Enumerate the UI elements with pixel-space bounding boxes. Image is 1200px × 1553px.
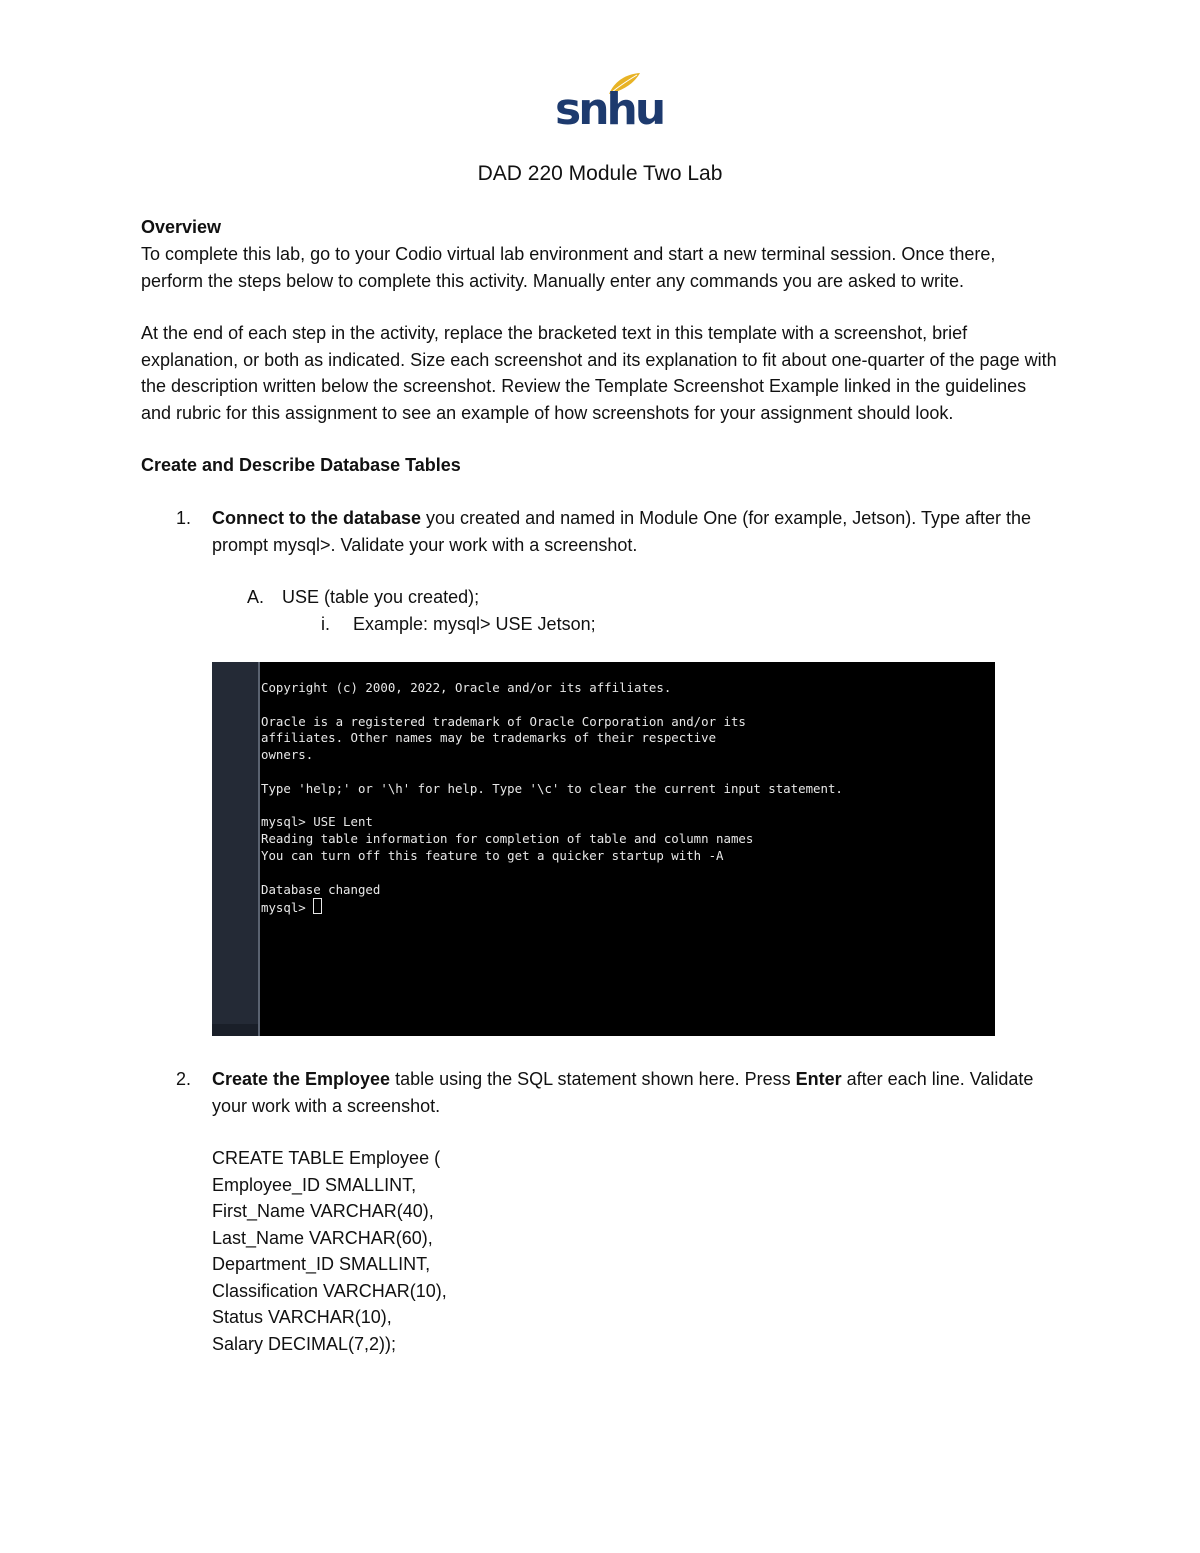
code-line: Last_Name VARCHAR(60), xyxy=(212,1227,433,1248)
cursor-icon xyxy=(313,898,322,914)
code-line: Salary DECIMAL(7,2)); xyxy=(212,1333,397,1354)
code-line: Employee_ID SMALLINT, xyxy=(212,1174,417,1195)
sql-code-block xyxy=(141,1145,1061,1357)
snhu-logo xyxy=(555,72,664,135)
code-line: Department_ID SMALLINT, xyxy=(212,1254,431,1274)
step-text: you created and named in Module One (for example, Jetson). Type after the prompt mysql>. Validate your work with a screenshot. xyxy=(212,508,1032,555)
logo-wordmark: snhu xyxy=(555,84,664,135)
code-line: CREATE TABLE Employee ( xyxy=(212,1148,441,1168)
step-bold-text: Connect to the database xyxy=(212,508,422,528)
subsub-label: i. xyxy=(321,613,330,634)
code-line: Classification VARCHAR(10), xyxy=(212,1280,447,1301)
overview-paragraph-2: At the end of each step in the activity, replace the bracketed text in this template with a screenshot, brief explanation, or both as indicated. Size each screenshot and its explanation to fit about one-quarter of the page with the description written below the screenshot. Review the Template Screenshot Example linked in the guidelines and rubric for this assignment to see an example of how screenshots for your assignment should look. xyxy=(141,323,1057,423)
step-1-sub-a-i xyxy=(141,611,1061,638)
document-body xyxy=(141,214,1061,1357)
step-bold-key: Enter xyxy=(795,1069,842,1089)
code-line: Status VARCHAR(10), xyxy=(212,1307,392,1327)
terminal-screenshot xyxy=(212,662,995,1036)
terminal-lines: Copyright (c) 2000, 2022, Oracle and/or its affiliates. Oracle is a registered trademark of Oracle Corporation and/or its affiliates. Other names may be trademarks of their respective owners. Type 'help;' or '\h' for help. Type '\c' to clear the current input statement. mysql> USE Lent Reading table information for completion of table and column names You can turn off this feature to get a quicker startup with -A Database changed xyxy=(261,680,843,897)
sub-text: USE (table you created); xyxy=(282,587,480,607)
step-number: 2. xyxy=(176,1069,192,1089)
step-1-sub-a xyxy=(141,584,1061,611)
step-text: after each line. Validate your work with a screenshot. xyxy=(212,1069,1034,1116)
step-number: 1. xyxy=(176,508,192,528)
steps-list xyxy=(141,505,1061,558)
steps-list-continued xyxy=(141,1066,1061,1119)
overview-heading: Overview xyxy=(141,217,222,237)
section-heading: Create and Describe Database Tables xyxy=(141,455,461,475)
step-bold-text: Create the Employee xyxy=(212,1069,391,1089)
terminal-prompt: mysql> xyxy=(261,900,314,916)
code-line: First_Name VARCHAR(40), xyxy=(212,1201,434,1221)
step-2 xyxy=(141,1066,1061,1119)
subsub-text: Example: mysql> USE Jetson; xyxy=(353,613,596,634)
terminal-output xyxy=(261,680,843,917)
document-title: DAD 220 Module Two Lab xyxy=(477,162,723,185)
sub-label: A. xyxy=(247,587,265,607)
overview-paragraph-1: To complete this lab, go to your Codio virtual lab environment and start a new terminal session. Once there, perform the steps below to complete this activity. Manually enter any commands you are asked to write. xyxy=(141,244,996,291)
terminal-gutter xyxy=(212,662,258,1036)
step-text: table using the SQL statement shown here. Press xyxy=(390,1069,796,1089)
step-1 xyxy=(141,505,1061,558)
